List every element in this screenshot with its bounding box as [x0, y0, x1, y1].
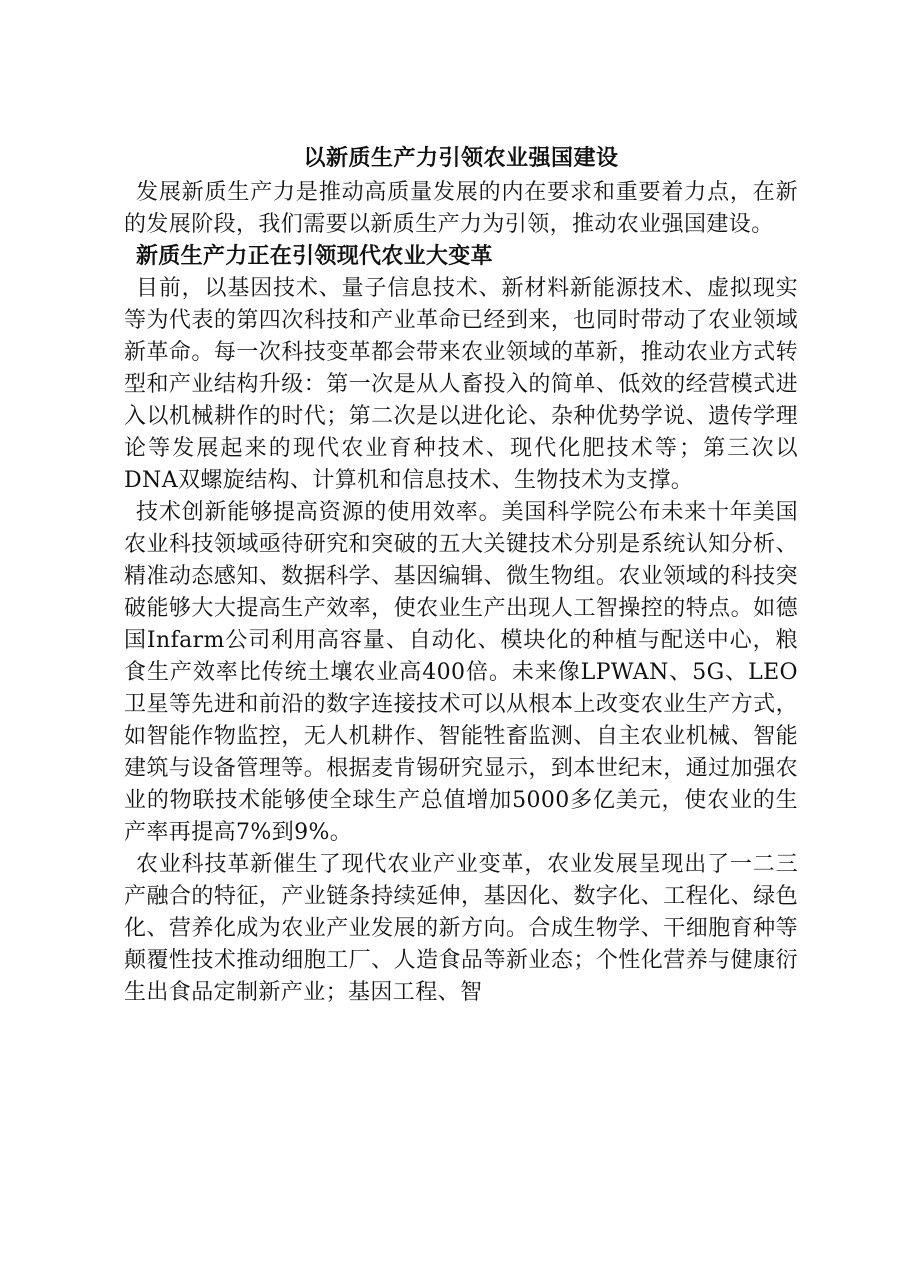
section-heading: 新质生产力正在引领现代农业大变革: [136, 244, 493, 269]
document-page: [124, 142, 798, 1009]
body-paragraph-2: 技术创新能够提高资源的使用效率。美国科学院公布未来十年美国农业科技领域亟待研究和突破的五大关键技术分别是系统认知分析、精准动态感知、数据科学、基因编辑、微生物组。农业领域的科技突破能够大大提高生产效率，使农业生产出现人工智操控的特点。如德国Infarm公司利用高容量、自动化、模块化的种植与配送中心，粮食生产效率比传统土壤农业高400倍。未来像LPWAN、5G、LEO卫星等先进和前沿的数字连接技术可以从根本上改变农业生产方式，如智能作物监控，无人机耕作、智能牲畜监测、自主农业机械、智能建筑与设备管理等。根据麦肯锡研究显示，到本世纪末，通过加强农业的物联技术能够使全球生产总值增加5000多亿美元，使农业的生产率再提高7%到9%。: [124, 500, 798, 845]
body-paragraph-3: 农业科技革新催生了现代农业产业变革，农业发展呈现出了一二三产融合的特征，产业链条持续延伸，基因化、数字化、工程化、绿色化、营养化成为农业产业发展的新方向。合成生物学、干细胞育种等颠覆性技术推动细胞工厂、人造食品等新业态；个性化营养与健康衍生出食品定制新产业；基因工程、智: [124, 852, 798, 1005]
intro-paragraph: 发展新质生产力是推动高质量发展的内在要求和重要着力点，在新的发展阶段，我们需要以新质生产力为引领，推动农业强国建设。: [124, 180, 798, 237]
body-paragraph-1: 目前，以基因技术、量子信息技术、新材料新能源技术、虚拟现实等为代表的第四次科技和产业革命已经到来，也同时带动了农业领域新革命。每一次科技变革都会带来农业领域的革新，推动农业方式转型和产业结构升级：第一次是从人畜投入的简单、低效的经营模式进入以机械耕作的时代；第二次是以进化论、杂种优势学说、遗传学理论等发展起来的现代农业育种技术、现代化肥技术等；第三次以DNA双螺旋结构、计算机和信息技术、生物技术为支撑。: [124, 276, 798, 493]
document-title: 以新质生产力引领农业强国建设: [303, 145, 619, 171]
